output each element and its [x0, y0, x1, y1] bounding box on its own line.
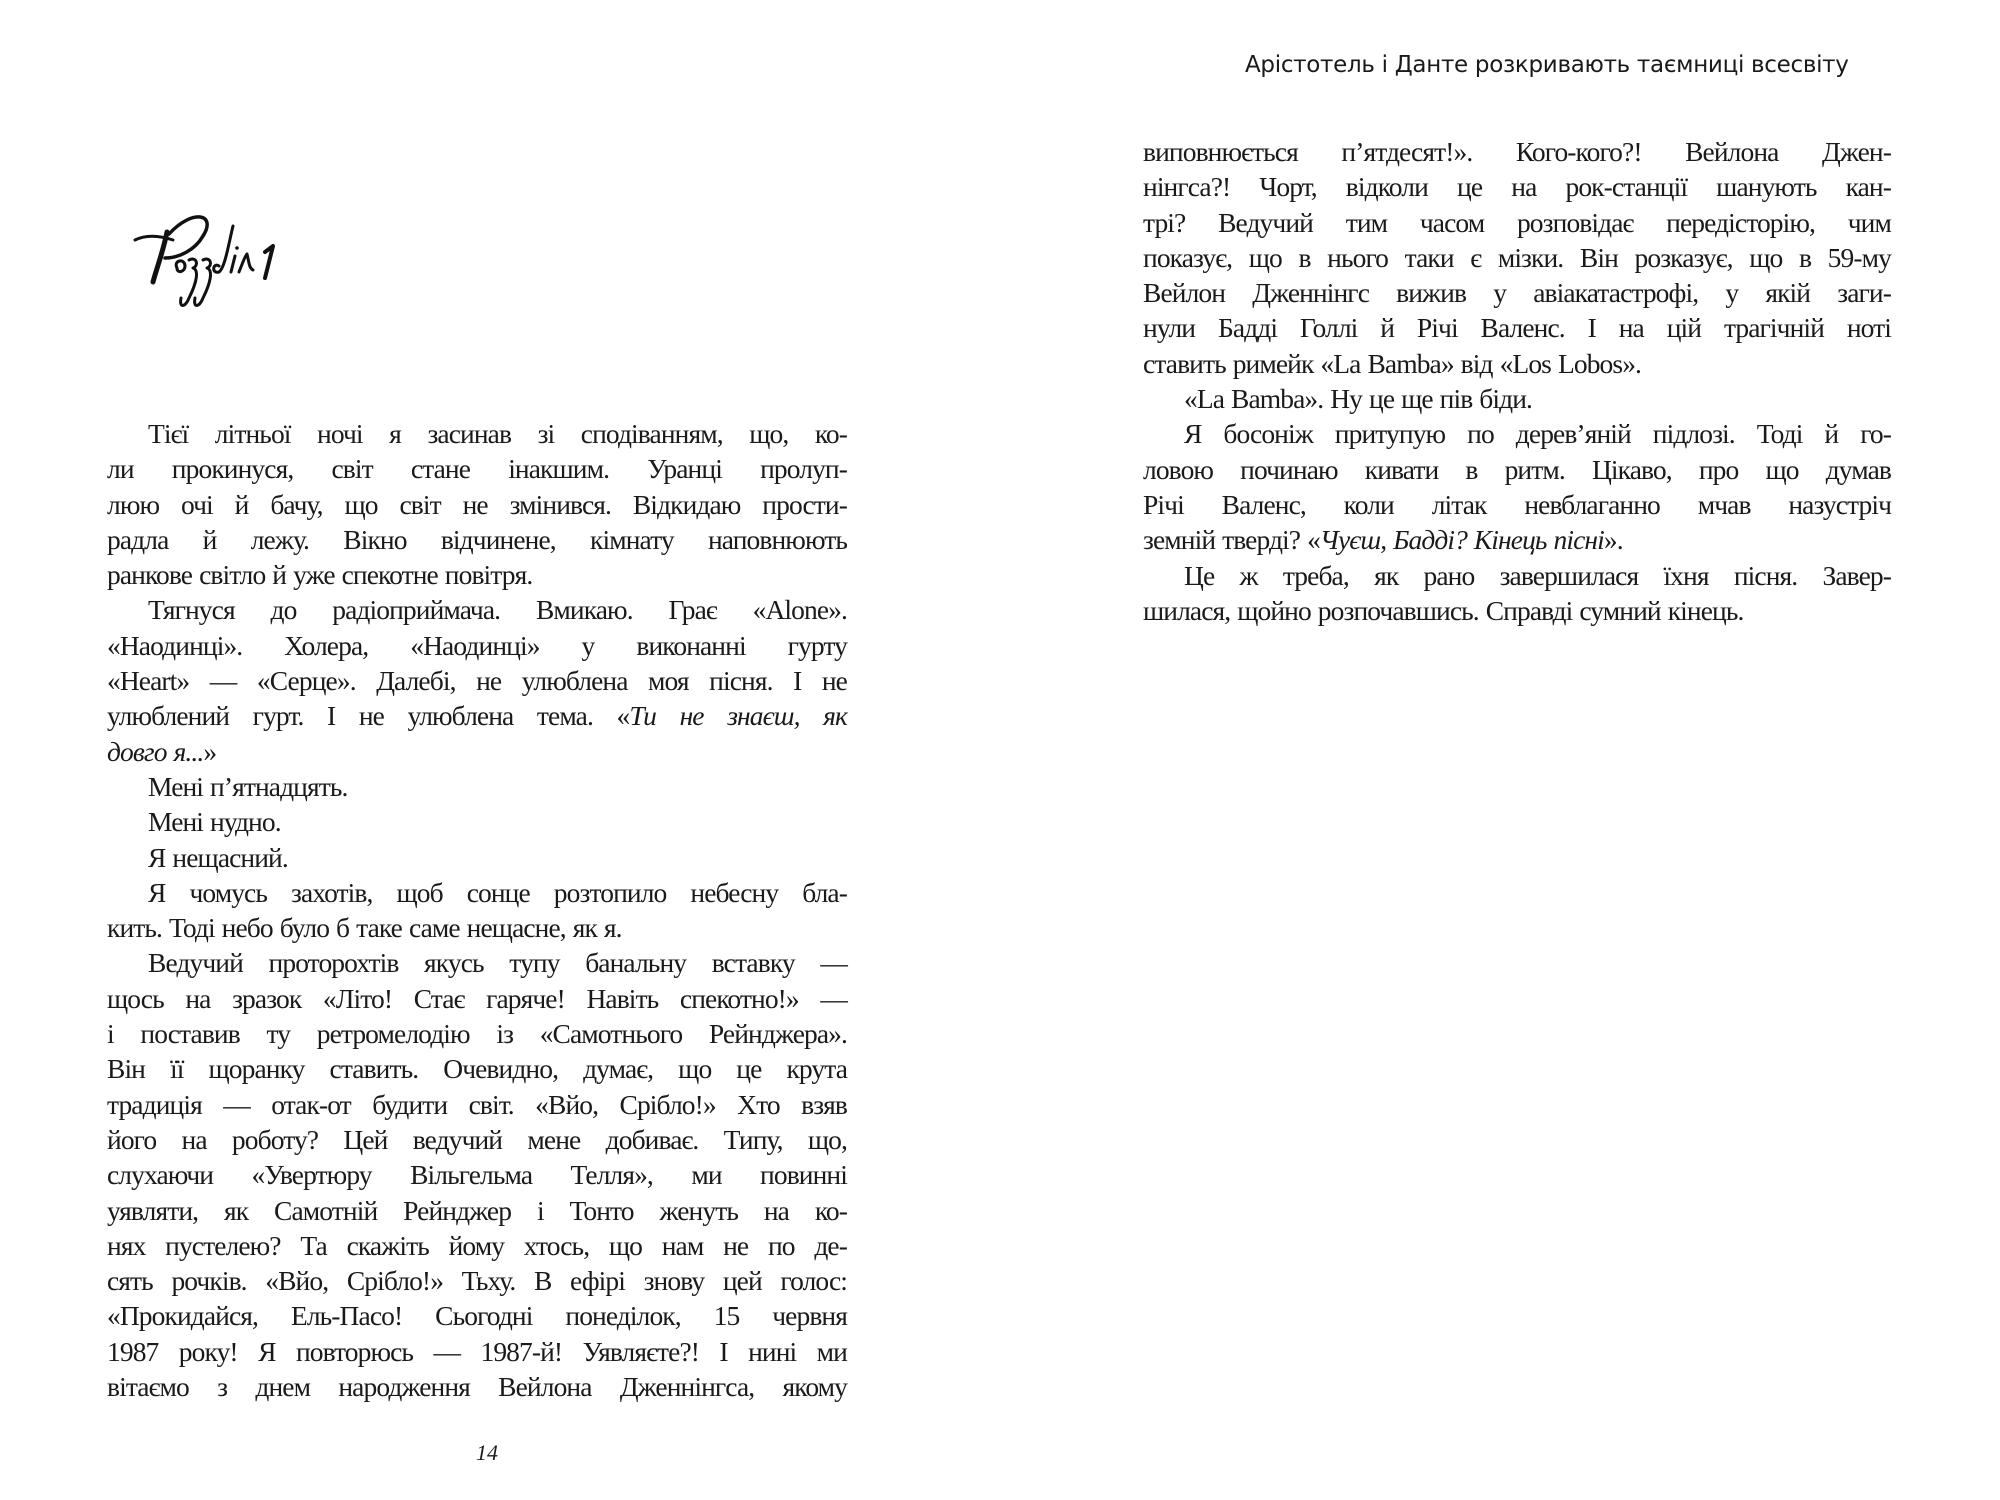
text-line: Мені нудно.: [148, 806, 281, 838]
text-line: нях пустелею? Та скажіть йому хтось, що нам не по де-: [107, 1229, 847, 1261]
text-line: щось на зразок «Літо! Стає гаряче! Навіть спекотно!» —: [107, 982, 847, 1014]
text-line: трі? Ведучий тим часом розповідає передісторію, чим: [1143, 206, 1891, 238]
text-line: Він її щоранку ставить. Очевидно, думає, що це крута: [107, 1053, 847, 1085]
text-line: [107, 734, 847, 769]
text-line: [1143, 522, 1891, 557]
text-line: [107, 698, 847, 733]
text-line: сять рочків. «Вйо, Срібло!» Тьху. В ефірі знову цей голос:: [107, 1265, 847, 1297]
text-line: Річі Валенс, коли літак невблаганно мчав назустріч: [1143, 488, 1891, 520]
text-line: «Heart» — «Серце». Далебі, не улюблена моя пісня. І не: [107, 665, 847, 697]
text-line: Тягнуся до радіоприймача. Вмикаю. Грає «Alone».: [148, 594, 847, 626]
text-line: традиція — отак-от будити світ. «Вйо, Срібло!» Хто взяв: [107, 1088, 847, 1120]
text-line: Тієї літньої ночі я засинав зі сподіванням, що, ко-: [148, 418, 847, 449]
text-span: земній тверді? «: [1143, 524, 1320, 556]
left-page-body-text: [107, 416, 847, 1404]
text-line: люю очі й бачу, що світ не змінився. Відкидаю прости-: [107, 488, 847, 520]
text-line: Я нещасний.: [148, 841, 288, 873]
text-line: ставить римейк «La Bamba» від «Los Lobos».: [1143, 347, 1642, 379]
text-line: уявляти, як Самотній Рейнджер і Тонто женуть на ко-: [107, 1194, 847, 1226]
text-line: 1987 року! Я повторюсь — 1987-й! Уявляєте?! І нині ми: [107, 1335, 847, 1367]
text-line: кить. Тоді небо було б таке саме нещасне, як я.: [107, 912, 622, 944]
page-number: 14: [476, 1440, 498, 1465]
text-line: нули Бадді Голлі й Річі Валенс. І на цій трагічній ноті: [1143, 312, 1891, 344]
text-line: «La Bamba». Ну це ще пів біди.: [1184, 383, 1532, 415]
text-line: радла й лежу. Вікно відчинене, кімнату наповнюють: [107, 523, 847, 555]
text-line: Мені п’ятнадцять.: [148, 770, 348, 802]
text-line: показує, що в нього таки є мізки. Він розказує, що в 59-му: [1143, 241, 1891, 273]
text-line: його на роботу? Цей ведучий мене добиває. Типу, що,: [107, 1123, 847, 1155]
text-line: нінгса?! Чорт, відколи це на рок-станції шанують кан-: [1143, 171, 1891, 203]
text-span: улюблений гурт. І не улюблена тема. «: [107, 700, 630, 732]
text-line: «Прокидайся, Ель-Пасо! Сьогодні понеділок, 15 червня: [107, 1300, 847, 1332]
chapter-title-calligraphy: [133, 212, 283, 322]
italic-quote: Ти не знаєш, як: [629, 700, 847, 732]
italic-quote: Чуєш, Бадді? Кінець пісні: [1319, 524, 1604, 556]
text-line: Це ж треба, як рано завершилася їхня пісня. Завер-: [1184, 559, 1891, 591]
text-line: ловою починаю кивати в ритм. Цікаво, про що думав: [1143, 453, 1891, 485]
right-page: [1000, 0, 2000, 1500]
text-line: Вейлон Дженнінгс вижив у авіакатастрофі, у якій заги-: [1143, 277, 1891, 309]
text-line: Я босоніж притупую по дерев’яній підлозі. Тоді й го-: [1184, 418, 1891, 450]
running-header: Арістотель і Данте розкривають таємниці всесвіту: [1245, 52, 1849, 78]
italic-quote: довго я...: [107, 735, 204, 767]
text-line: слухаючи «Увертюру Вільгельма Телля», ми повинні: [107, 1159, 847, 1191]
chapter-title: [133, 212, 283, 322]
text-line: ли прокинуся, світ стане інакшим. Уранці пролуп-: [107, 453, 847, 485]
text-line: шилася, щойно розпочавшись. Справді сумний кінець.: [1143, 594, 1744, 626]
text-line: вітаємо з днем народження Вейлона Дженнінгса, якому: [107, 1371, 847, 1403]
right-page-body-text: [1143, 134, 1891, 628]
text-line: виповнюється п’ятдесят!». Кого-кого?! Вейлона Джен-: [1143, 136, 1891, 167]
text-line: ранкове світло й уже спекотне повітря.: [107, 559, 533, 591]
text-span: ».: [1603, 524, 1623, 556]
text-line: Ведучий проторохтів якусь тупу банальну вставку —: [148, 947, 847, 979]
text-line: Я чомусь захотів, щоб сонце розтопило небесну бла-: [148, 876, 847, 908]
text-line: «Наодинці». Холера, «Наодинці» у виконанні гурту: [107, 629, 847, 661]
text-line: і поставив ту ретромелодію із «Самотнього Рейнджера».: [107, 1018, 847, 1050]
text-span: »: [203, 735, 217, 767]
